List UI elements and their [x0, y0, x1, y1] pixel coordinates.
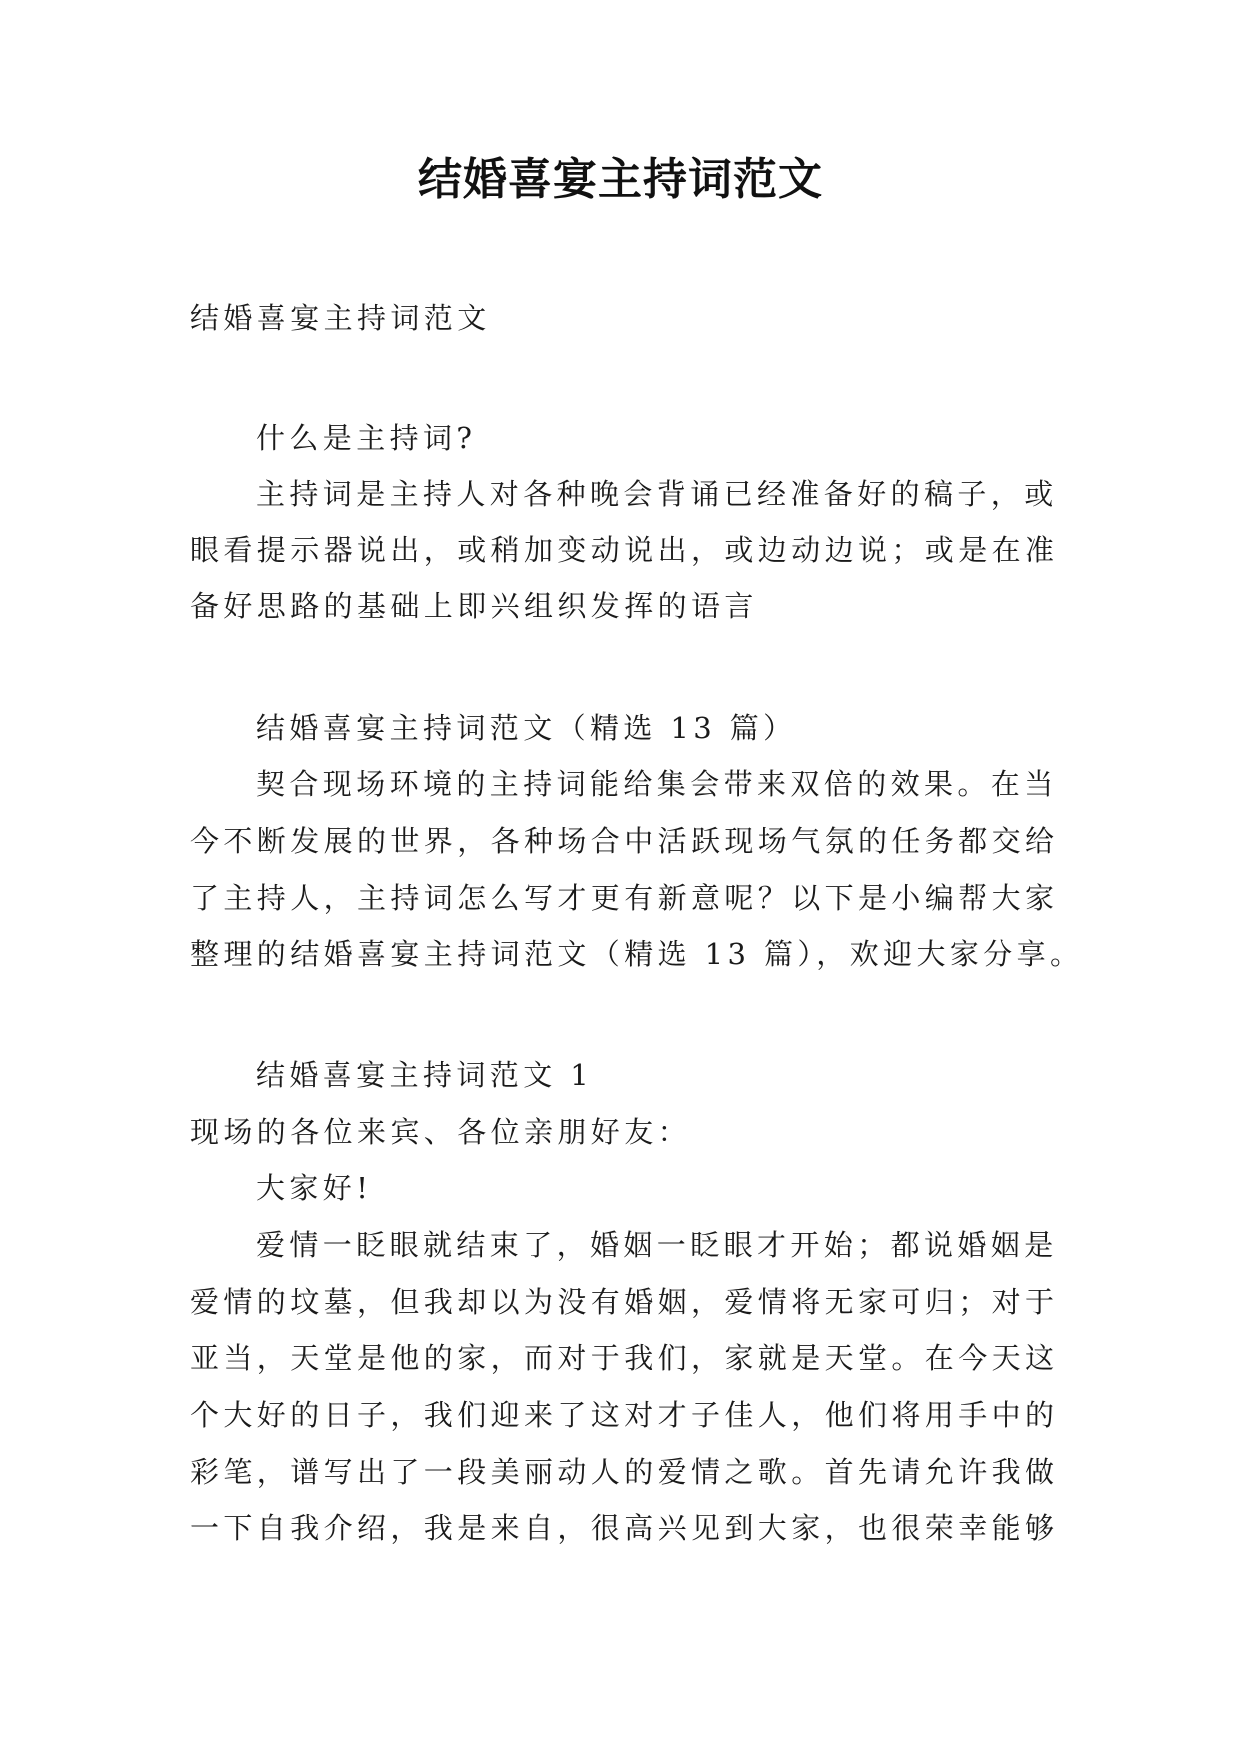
paragraph-line: 眼看提示器说出，或稍加变动说出，或边动边说；或是在准	[190, 533, 1059, 567]
paragraph-line: 了主持人，主持词怎么写才更有新意呢？以下是小编帮大家	[190, 881, 1059, 915]
section-heading: 结婚喜宴主持词范文 1	[256, 1058, 594, 1092]
paragraph-line: 爱情的坟墓，但我却以为没有婚姻，爱情将无家可归；对于	[190, 1285, 1059, 1319]
paragraph-line: 备好思路的基础上即兴组织发挥的语言	[190, 589, 758, 623]
paragraph-line: 契合现场环境的主持词能给集会带来双倍的效果。在当	[256, 767, 1058, 801]
paragraph-line: 今不断发展的世界，各种场合中活跃现场气氛的任务都交给	[190, 824, 1059, 858]
paragraph-line: 爱情一眨眼就结束了，婚姻一眨眼才开始；都说婚姻是	[256, 1228, 1058, 1262]
paragraph-line: 一下自我介绍，我是来自，很高兴见到大家，也很荣幸能够	[190, 1511, 1059, 1545]
paragraph-line: 现场的各位来宾、各位亲朋好友：	[190, 1115, 692, 1149]
paragraph-line: 什么是主持词?	[256, 421, 477, 455]
paragraph-line: 亚当，天堂是他的家，而对于我们，家就是天堂。在今天这	[190, 1341, 1059, 1375]
paragraph-line: 个大好的日子，我们迎来了这对才子佳人，他们将用手中的	[190, 1398, 1059, 1432]
section-heading: 结婚喜宴主持词范文（精选 13 篇）	[256, 711, 797, 745]
document-subtitle: 结婚喜宴主持词范文	[190, 301, 491, 335]
paragraph-line: 整理的结婚喜宴主持词范文（精选 13 篇），欢迎大家分享。	[190, 937, 1084, 971]
paragraph-line: 彩笔，谱写出了一段美丽动人的爱情之歌。首先请允许我做	[190, 1455, 1059, 1489]
paragraph-line: 大家好!	[256, 1171, 373, 1205]
page-title: 结婚喜宴主持词范文	[418, 154, 823, 205]
paragraph-line: 主持词是主持人对各种晚会背诵已经准备好的稿子，或	[256, 477, 1058, 511]
